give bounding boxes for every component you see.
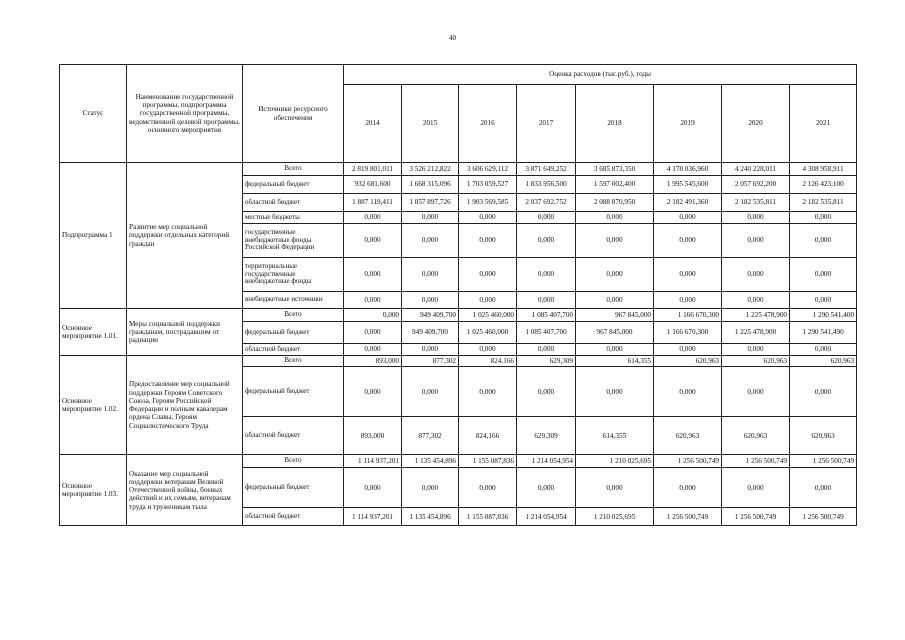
value-cell: 0,000 — [517, 224, 576, 258]
year-header: 2016 — [459, 84, 517, 162]
source-cell: федеральный бюджет — [243, 468, 344, 508]
status-cell: Подпрограмма 1 — [60, 163, 127, 309]
value-cell: 1 903 569,585 — [459, 194, 517, 212]
value-cell: 0,000 — [654, 468, 722, 508]
value-cell: 0,000 — [790, 258, 857, 292]
year-header: 2017 — [517, 84, 576, 162]
value-cell: 1 857 897,726 — [402, 194, 459, 212]
value-cell: 629,309 — [517, 356, 576, 367]
table-row — [60, 455, 857, 468]
source-cell: Всего — [243, 163, 344, 176]
value-cell: 0,000 — [654, 212, 722, 224]
status-header: Статус — [60, 65, 127, 163]
table-row — [60, 309, 857, 322]
value-cell: 1 256 500,749 — [790, 455, 857, 468]
value-cell: 614,355 — [576, 417, 654, 455]
program-name-cell: Меры социальной поддержки гражданам, пострадавшим от радиации — [127, 309, 243, 356]
value-cell: 1 290 541,490 — [790, 322, 857, 344]
value-cell: 0,000 — [459, 344, 517, 356]
source-cell: федеральный бюджет — [243, 176, 344, 194]
value-cell: 0,000 — [459, 292, 517, 309]
status-cell: Основное мероприятие 1.01. — [60, 309, 127, 356]
source-cell: Всего — [243, 356, 344, 367]
value-cell: 0,000 — [459, 468, 517, 508]
value-cell: 3 526 212,822 — [402, 163, 459, 176]
value-cell: 1 214 054,954 — [517, 455, 576, 468]
value-cell: 1 214 054,954 — [517, 508, 576, 526]
value-cell: 877,302 — [402, 356, 459, 367]
year-header: 2015 — [402, 84, 459, 162]
source-cell: областной бюджет — [243, 508, 344, 526]
value-cell: 1 155 087,836 — [459, 455, 517, 468]
value-cell: 2 182 491,360 — [654, 194, 722, 212]
value-cell: 2 088 870,950 — [576, 194, 654, 212]
source-cell: Всего — [243, 309, 344, 322]
table-row — [60, 356, 857, 367]
value-cell: 824,166 — [459, 356, 517, 367]
value-cell: 0,000 — [576, 367, 654, 417]
value-cell: 0,000 — [459, 367, 517, 417]
value-cell: 0,000 — [722, 292, 790, 309]
source-cell: местные бюджеты — [243, 212, 344, 224]
value-cell: 0,000 — [722, 468, 790, 508]
value-cell: 1 256 500,749 — [722, 455, 790, 468]
value-cell: 0,000 — [576, 212, 654, 224]
value-cell: 0,000 — [790, 344, 857, 356]
value-cell: 0,000 — [344, 468, 402, 508]
page-number: 40 — [449, 34, 456, 42]
program-name-cell: Оказание мер социальной поддержки ветеранам Великой Отечественной войны, боевых действий и их семьям, ветеранам труда и труженикам тыла — [127, 455, 243, 526]
value-cell: 0,000 — [517, 292, 576, 309]
value-cell: 1 085 407,700 — [517, 309, 576, 322]
value-cell: 1 703 059,527 — [459, 176, 517, 194]
value-cell: 2 126 423,100 — [790, 176, 857, 194]
year-header: 2018 — [576, 84, 654, 162]
value-cell: 0,000 — [722, 224, 790, 258]
value-cell: 0,000 — [402, 292, 459, 309]
source-cell: Всего — [243, 455, 344, 468]
value-cell: 0,000 — [790, 212, 857, 224]
value-cell: 1 114 937,201 — [344, 508, 402, 526]
value-cell: 0,000 — [722, 258, 790, 292]
year-header: 2014 — [344, 84, 402, 162]
value-cell: 932 681,600 — [344, 176, 402, 194]
value-cell: 1 166 670,300 — [654, 322, 722, 344]
value-cell: 0,000 — [576, 344, 654, 356]
value-cell: 0,000 — [344, 367, 402, 417]
value-cell: 620,963 — [722, 417, 790, 455]
value-cell: 1 256 500,749 — [654, 455, 722, 468]
value-cell: 949 409,700 — [402, 322, 459, 344]
value-cell: 1 210 025,695 — [576, 455, 654, 468]
value-cell: 0,000 — [402, 367, 459, 417]
status-cell: Основное мероприятие 1.03. — [60, 455, 127, 526]
value-cell: 0,000 — [344, 292, 402, 309]
value-cell: 893,000 — [344, 417, 402, 455]
value-cell: 1 290 541,400 — [790, 309, 857, 322]
value-cell: 949 409,700 — [402, 309, 459, 322]
table-body — [60, 163, 857, 526]
value-cell: 0,000 — [459, 224, 517, 258]
program-name-cell: Предоставление мер социальной поддержки Героям Советского Союза, Героям Российской Федерации и полным кавалерам ордена Славы, Героям Социалистического Труда — [127, 356, 243, 455]
value-cell: 1 210 025,695 — [576, 508, 654, 526]
value-cell: 0,000 — [654, 224, 722, 258]
value-cell: 0,000 — [517, 258, 576, 292]
value-cell: 0,000 — [344, 322, 402, 344]
source-cell: областной бюджет — [243, 194, 344, 212]
value-cell: 620,963 — [654, 417, 722, 455]
value-cell: 0,000 — [459, 258, 517, 292]
value-cell: 1 225 478,900 — [722, 322, 790, 344]
budget-table — [59, 64, 857, 526]
source-header: Источники ресурсного обеспечения — [243, 65, 344, 163]
value-cell: 1 256 500,749 — [790, 508, 857, 526]
value-cell: 620,963 — [790, 417, 857, 455]
value-cell: 0,000 — [722, 212, 790, 224]
value-cell: 0,000 — [654, 258, 722, 292]
value-cell: 1 025 460,000 — [459, 322, 517, 344]
estimate-header: Оценка расходов (тыс.руб.), годы — [344, 65, 857, 85]
value-cell: 0,000 — [576, 258, 654, 292]
value-cell: 824,166 — [459, 417, 517, 455]
value-cell: 0,000 — [402, 224, 459, 258]
value-cell: 620,963 — [790, 356, 857, 367]
value-cell: 0,000 — [790, 292, 857, 309]
value-cell: 614,355 — [576, 356, 654, 367]
value-cell: 1 887 119,411 — [344, 194, 402, 212]
value-cell: 620,963 — [654, 356, 722, 367]
source-cell: федеральный бюджет — [243, 322, 344, 344]
source-cell: федеральный бюджет — [243, 367, 344, 417]
value-cell: 0,000 — [402, 212, 459, 224]
value-cell: 3 871 649,252 — [517, 163, 576, 176]
value-cell: 1 597 002,400 — [576, 176, 654, 194]
value-cell: 2 037 692,752 — [517, 194, 576, 212]
value-cell: 967 845,000 — [576, 322, 654, 344]
value-cell: 1 166 670,300 — [654, 309, 722, 322]
source-cell: государственные внебюджетные фонды Российской Федерации — [243, 224, 344, 258]
value-cell: 1 668 315,096 — [402, 176, 459, 194]
value-cell: 1 225 478,900 — [722, 309, 790, 322]
value-cell: 0,000 — [344, 224, 402, 258]
source-cell: внебюджетные источники — [243, 292, 344, 309]
value-cell: 620,963 — [722, 356, 790, 367]
value-cell: 0,000 — [654, 292, 722, 309]
year-header: 2020 — [722, 84, 790, 162]
value-cell: 1 833 956,500 — [517, 176, 576, 194]
source-cell: областной бюджет — [243, 417, 344, 455]
value-cell: 3 685 873,350 — [576, 163, 654, 176]
value-cell: 0,000 — [654, 367, 722, 417]
value-cell: 0,000 — [344, 212, 402, 224]
value-cell: 4 178 036,960 — [654, 163, 722, 176]
value-cell: 1 155 087,836 — [459, 508, 517, 526]
status-cell: Основное мероприятие 1.02. — [60, 356, 127, 455]
value-cell: 1 256 500,749 — [654, 508, 722, 526]
source-cell: территориальные государственные внебюджетные фонды — [243, 258, 344, 292]
source-cell: областной бюджет — [243, 344, 344, 356]
value-cell: 0,000 — [459, 212, 517, 224]
value-cell: 1 085 407,700 — [517, 322, 576, 344]
value-cell: 4 240 228,011 — [722, 163, 790, 176]
value-cell: 0,000 — [576, 224, 654, 258]
value-cell: 1 995 545,600 — [654, 176, 722, 194]
value-cell: 0,000 — [517, 367, 576, 417]
program-name-header: Наименование государственной программы, подпрограммы государственной программы, ведомственной целевой программы, основного мероприятия — [127, 65, 243, 163]
value-cell: 877,302 — [402, 417, 459, 455]
year-header: 2019 — [654, 84, 722, 162]
value-cell: 893,000 — [344, 356, 402, 367]
value-cell: 0,000 — [722, 344, 790, 356]
table-row — [60, 163, 857, 176]
value-cell: 1 256 500,749 — [722, 508, 790, 526]
value-cell: 0,000 — [402, 258, 459, 292]
value-cell: 0,000 — [402, 468, 459, 508]
value-cell: 0,000 — [790, 367, 857, 417]
value-cell: 0,000 — [576, 468, 654, 508]
value-cell: 0,000 — [790, 224, 857, 258]
value-cell: 967 845,000 — [576, 309, 654, 322]
program-name-cell: Развитие мер социальной поддержки отдельных категорий граждан — [127, 163, 243, 309]
year-header: 2021 — [790, 84, 857, 162]
value-cell: 0,000 — [402, 344, 459, 356]
value-cell: 0,000 — [517, 212, 576, 224]
value-cell: 1 025 460,000 — [459, 309, 517, 322]
value-cell: 0,000 — [344, 258, 402, 292]
value-cell: 0,000 — [344, 309, 402, 322]
value-cell: 1 135 454,896 — [402, 455, 459, 468]
value-cell: 2 819 801,011 — [344, 163, 402, 176]
value-cell: 0,000 — [344, 344, 402, 356]
value-cell: 0,000 — [576, 292, 654, 309]
value-cell: 2 057 692,200 — [722, 176, 790, 194]
value-cell: 0,000 — [722, 367, 790, 417]
value-cell: 629,309 — [517, 417, 576, 455]
value-cell: 0,000 — [654, 344, 722, 356]
value-cell: 0,000 — [517, 344, 576, 356]
header-row — [60, 65, 857, 85]
value-cell: 0,000 — [517, 468, 576, 508]
value-cell: 2 182 535,811 — [722, 194, 790, 212]
value-cell: 1 114 937,201 — [344, 455, 402, 468]
value-cell: 3 606 629,112 — [459, 163, 517, 176]
value-cell: 1 135 454,896 — [402, 508, 459, 526]
value-cell: 0,000 — [790, 468, 857, 508]
value-cell: 2 182 535,811 — [790, 194, 857, 212]
value-cell: 4 308 958,911 — [790, 163, 857, 176]
